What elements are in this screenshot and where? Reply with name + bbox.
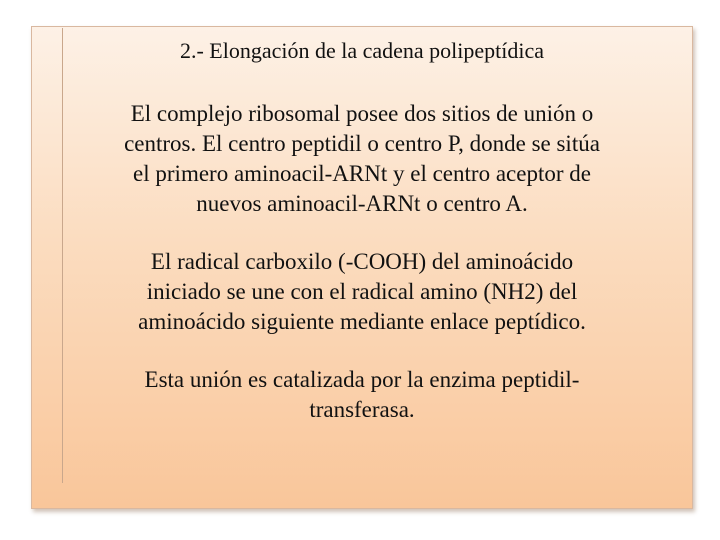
slide-title: 2.- Elongación de la cadena polipeptídica: [179, 38, 545, 63]
text-line: centros. El centro peptidil o centro P, donde se sitúa: [124, 131, 600, 156]
text-line: El complejo ribosomal posee dos sitios de unión o: [130, 101, 594, 126]
paragraph-catalysis: [33, 365, 691, 425]
paragraph-peptide-bond: [33, 247, 691, 337]
slide-content: [33, 26, 691, 425]
text-line: Esta unión es catalizada por la enzima peptidil-: [144, 367, 580, 392]
text-line: El radical carboxilo (-COOH) del aminoácido: [150, 249, 574, 274]
text-line: aminoácido siguiente mediante enlace peptídico.: [138, 309, 586, 334]
text-line: iniciado se une con el radical amino (NH2) del: [146, 279, 578, 304]
paragraph-ribosome-sites: [33, 99, 691, 219]
text-line: transferasa.: [309, 397, 415, 422]
text-line: nuevos aminoacil-ARNt o centro A.: [196, 191, 528, 216]
text-line: el primero aminoacil-ARNt y el centro aceptor de: [133, 161, 591, 186]
